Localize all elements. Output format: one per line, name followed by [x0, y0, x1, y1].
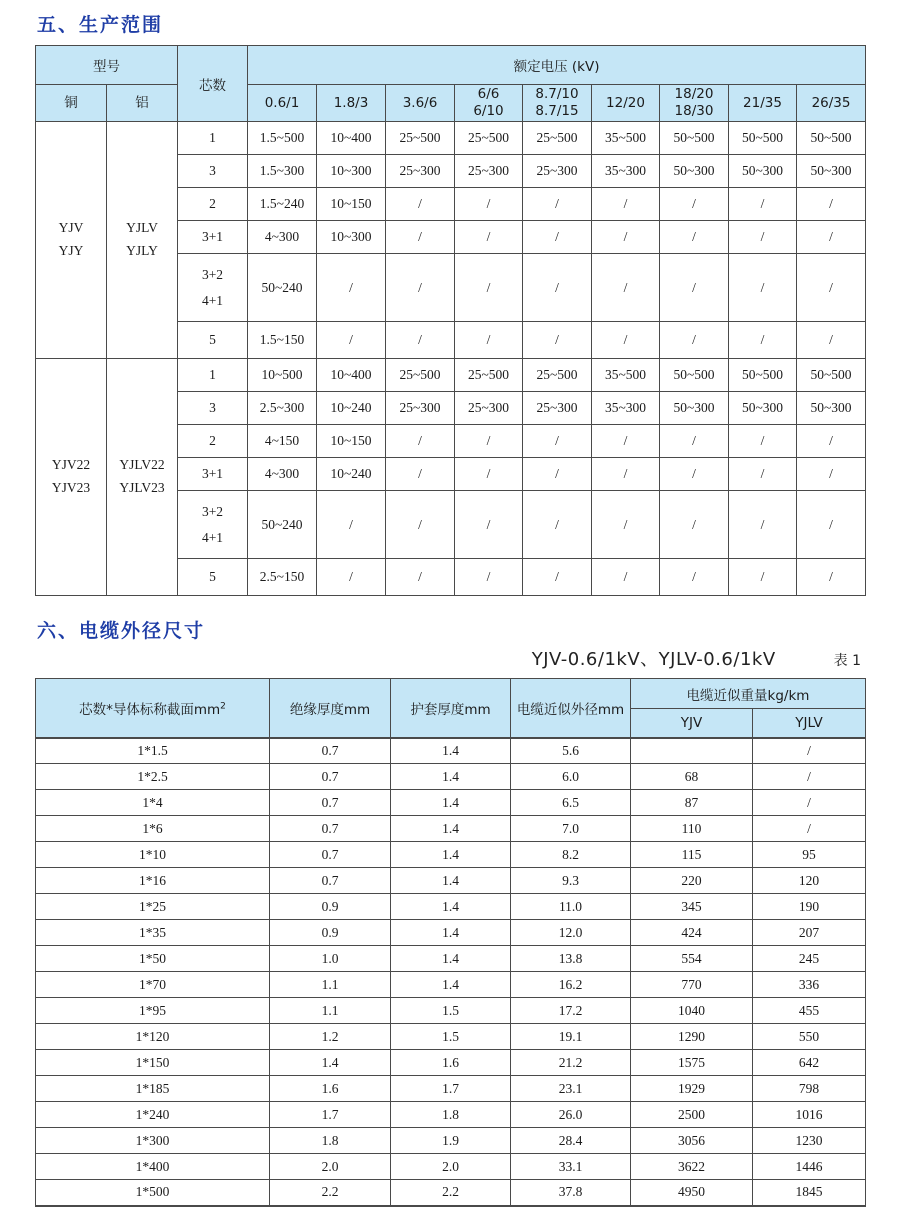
- range-cell: 50~500: [729, 122, 797, 155]
- range-cell: /: [455, 322, 523, 359]
- aluminum-model-cell: YJLV YJLY: [107, 122, 178, 359]
- range-cell: /: [729, 188, 797, 221]
- range-cell: /: [317, 559, 386, 596]
- range-cell: /: [797, 188, 866, 221]
- spec-cell: 12.0: [511, 920, 631, 946]
- range-cell: 4~300: [248, 458, 317, 491]
- spec-cell: 3622: [631, 1154, 753, 1180]
- table-row: [36, 738, 866, 764]
- spec-cell: 1.4: [270, 1050, 391, 1076]
- range-cell: 25~300: [523, 155, 592, 188]
- spec-cell: 1.1: [270, 972, 391, 998]
- yjlv-column-header: YJLV: [753, 709, 866, 738]
- range-cell: 10~500: [248, 359, 317, 392]
- spec-cell: 336: [753, 972, 866, 998]
- spec-cell: 190: [753, 894, 866, 920]
- range-cell: 25~500: [455, 122, 523, 155]
- approx-diameter-header: 电缆近似外径mm: [511, 679, 631, 738]
- range-cell: 35~300: [592, 155, 660, 188]
- size-cell: 1*16: [36, 868, 270, 894]
- range-cell: 10~240: [317, 458, 386, 491]
- spec-cell: 1290: [631, 1024, 753, 1050]
- range-cell: 2.5~150: [248, 559, 317, 596]
- range-cell: /: [660, 458, 729, 491]
- spec-cell: /: [753, 764, 866, 790]
- spec-cell: 455: [753, 998, 866, 1024]
- range-cell: 50~240: [248, 254, 317, 322]
- range-cell: /: [660, 254, 729, 322]
- range-cell: 25~500: [523, 122, 592, 155]
- table-row: [36, 122, 866, 155]
- model-header: 型号: [36, 46, 178, 85]
- range-cell: 10~150: [317, 425, 386, 458]
- spec-cell: 1.5: [391, 1024, 511, 1050]
- spec-cell: 16.2: [511, 972, 631, 998]
- range-cell: 10~400: [317, 359, 386, 392]
- size-cell: 1*6: [36, 816, 270, 842]
- size-cell: 1*120: [36, 1024, 270, 1050]
- range-cell: /: [386, 425, 455, 458]
- spec-cell: 554: [631, 946, 753, 972]
- range-cell: 35~300: [592, 392, 660, 425]
- cores-cell: 5: [178, 559, 248, 596]
- spec-cell: 1.6: [391, 1050, 511, 1076]
- spec-cell: 0.7: [270, 764, 391, 790]
- voltage-col-header: 8.7/10 8.7/15: [523, 85, 592, 122]
- table-row: [36, 1102, 866, 1128]
- range-cell: /: [797, 491, 866, 559]
- spec-cell: 1929: [631, 1076, 753, 1102]
- range-cell: 50~500: [660, 359, 729, 392]
- range-cell: 50~300: [797, 155, 866, 188]
- spec-cell: 7.0: [511, 816, 631, 842]
- range-cell: 50~300: [660, 392, 729, 425]
- range-cell: /: [592, 559, 660, 596]
- spec-cell: /: [753, 790, 866, 816]
- range-cell: /: [523, 458, 592, 491]
- range-cell: /: [455, 254, 523, 322]
- cores-cell: 3+1: [178, 458, 248, 491]
- table-row: [36, 1050, 866, 1076]
- spec-cell: 5.6: [511, 738, 631, 764]
- range-cell: /: [455, 458, 523, 491]
- range-cell: 10~300: [317, 155, 386, 188]
- table-row: [36, 972, 866, 998]
- range-cell: /: [317, 254, 386, 322]
- range-cell: 1.5~150: [248, 322, 317, 359]
- range-cell: 25~300: [455, 155, 523, 188]
- range-cell: /: [797, 322, 866, 359]
- spec-cell: 0.7: [270, 868, 391, 894]
- table-row: [36, 868, 866, 894]
- range-cell: /: [660, 322, 729, 359]
- size-cell: 1*240: [36, 1102, 270, 1128]
- range-cell: 50~500: [660, 122, 729, 155]
- size-cell: 1*95: [36, 998, 270, 1024]
- spec-cell: 11.0: [511, 894, 631, 920]
- spec-cell: 2.2: [270, 1180, 391, 1206]
- spec-cell: 550: [753, 1024, 866, 1050]
- spec-cell: 1.4: [391, 894, 511, 920]
- cores-cell: 1: [178, 122, 248, 155]
- spec-cell: 13.8: [511, 946, 631, 972]
- table-row: [36, 790, 866, 816]
- range-cell: 25~500: [455, 359, 523, 392]
- spec-cell: 1446: [753, 1154, 866, 1180]
- range-cell: /: [592, 491, 660, 559]
- spec-cell: 4950: [631, 1180, 753, 1206]
- table2-label: 表 1: [833, 653, 861, 669]
- table-row: [36, 359, 866, 392]
- table-row: [36, 816, 866, 842]
- range-cell: /: [386, 322, 455, 359]
- range-cell: /: [797, 559, 866, 596]
- range-cell: 10~240: [317, 392, 386, 425]
- voltage-col-header: 3.6/6: [386, 85, 455, 122]
- spec-cell: 220: [631, 868, 753, 894]
- range-cell: /: [729, 559, 797, 596]
- range-cell: /: [317, 491, 386, 559]
- spec-cell: 1.4: [391, 972, 511, 998]
- spec-cell: /: [753, 816, 866, 842]
- range-cell: 50~500: [797, 359, 866, 392]
- spec-cell: 8.2: [511, 842, 631, 868]
- spec-cell: 1.4: [391, 868, 511, 894]
- range-cell: /: [523, 188, 592, 221]
- spec-cell: 1.1: [270, 998, 391, 1024]
- range-cell: 50~300: [797, 392, 866, 425]
- spec-cell: 1.4: [391, 764, 511, 790]
- size-cell: 1*500: [36, 1180, 270, 1206]
- cores-cell: 3+2 4+1: [178, 254, 248, 322]
- cores-cell: 2: [178, 425, 248, 458]
- range-cell: /: [660, 559, 729, 596]
- size-cell: 1*1.5: [36, 738, 270, 764]
- table-row: [36, 1180, 866, 1206]
- spec-cell: 2.2: [391, 1180, 511, 1206]
- range-cell: 25~300: [386, 392, 455, 425]
- size-cell: 1*35: [36, 920, 270, 946]
- cores-cell: 2: [178, 188, 248, 221]
- spec-cell: 1.4: [391, 842, 511, 868]
- range-cell: 50~300: [729, 155, 797, 188]
- spec-cell: 23.1: [511, 1076, 631, 1102]
- range-cell: /: [523, 322, 592, 359]
- range-cell: /: [660, 491, 729, 559]
- range-cell: /: [729, 491, 797, 559]
- range-cell: /: [660, 188, 729, 221]
- table2-caption-row: [35, 645, 865, 671]
- cores-cell: 3+2 4+1: [178, 491, 248, 559]
- range-cell: 50~500: [729, 359, 797, 392]
- spec-cell: [631, 738, 753, 764]
- spec-cell: 0.7: [270, 842, 391, 868]
- cores-cell: 3+1: [178, 221, 248, 254]
- table-row: [36, 1024, 866, 1050]
- spec-cell: 1.4: [391, 790, 511, 816]
- spec-cell: 33.1: [511, 1154, 631, 1180]
- spec-cell: 1.8: [270, 1128, 391, 1154]
- spec-cell: 0.9: [270, 894, 391, 920]
- cores-cell: 5: [178, 322, 248, 359]
- size-cell: 1*300: [36, 1128, 270, 1154]
- spec-cell: 642: [753, 1050, 866, 1076]
- table-row: [36, 1076, 866, 1102]
- range-cell: /: [797, 458, 866, 491]
- production-range-table: [35, 45, 866, 596]
- spec-cell: 1.7: [270, 1102, 391, 1128]
- table-row: [36, 946, 866, 972]
- range-cell: 50~300: [729, 392, 797, 425]
- spec-cell: 68: [631, 764, 753, 790]
- spec-cell: 120: [753, 868, 866, 894]
- range-cell: /: [523, 254, 592, 322]
- aluminum-model-cell: YJLV22 YJLV23: [107, 359, 178, 596]
- spec-cell: 1575: [631, 1050, 753, 1076]
- range-cell: 2.5~300: [248, 392, 317, 425]
- sheath-thickness-header: 护套厚度mm: [391, 679, 511, 738]
- spec-cell: 6.0: [511, 764, 631, 790]
- range-cell: /: [455, 188, 523, 221]
- spec-cell: 1845: [753, 1180, 866, 1206]
- spec-cell: 21.2: [511, 1050, 631, 1076]
- spec-cell: 1016: [753, 1102, 866, 1128]
- spec-cell: 19.1: [511, 1024, 631, 1050]
- spec-cell: 1040: [631, 998, 753, 1024]
- range-cell: /: [729, 458, 797, 491]
- spec-cell: 87: [631, 790, 753, 816]
- spec-cell: 1.2: [270, 1024, 391, 1050]
- spec-cell: 0.7: [270, 816, 391, 842]
- range-cell: 10~300: [317, 221, 386, 254]
- table-row: [36, 1128, 866, 1154]
- cores-cell: 1: [178, 359, 248, 392]
- spec-cell: 1.5: [391, 998, 511, 1024]
- spec-cell: 95: [753, 842, 866, 868]
- range-cell: /: [660, 221, 729, 254]
- voltage-col-header: 0.6/1: [248, 85, 317, 122]
- range-cell: 25~300: [455, 392, 523, 425]
- spec-cell: 3056: [631, 1128, 753, 1154]
- range-cell: /: [523, 221, 592, 254]
- range-cell: /: [455, 221, 523, 254]
- range-cell: /: [592, 458, 660, 491]
- range-cell: /: [660, 425, 729, 458]
- aluminum-header: 铝: [107, 85, 178, 122]
- range-cell: 10~150: [317, 188, 386, 221]
- spec-cell: 1.4: [391, 920, 511, 946]
- range-cell: /: [455, 425, 523, 458]
- copper-header: 铜: [36, 85, 107, 122]
- spec-cell: 37.8: [511, 1180, 631, 1206]
- range-cell: /: [386, 559, 455, 596]
- cores-cell: 3: [178, 155, 248, 188]
- yjv-column-header: YJV: [631, 709, 753, 738]
- range-cell: /: [729, 254, 797, 322]
- range-cell: /: [455, 559, 523, 596]
- range-cell: /: [592, 425, 660, 458]
- range-cell: 35~500: [592, 122, 660, 155]
- voltage-col-header: 26/35: [797, 85, 866, 122]
- section1-title: 五、生产范围: [37, 14, 164, 36]
- voltage-col-header: 6/6 6/10: [455, 85, 523, 122]
- range-cell: 25~300: [523, 392, 592, 425]
- spec-cell: 1.6: [270, 1076, 391, 1102]
- table-row: [36, 842, 866, 868]
- range-cell: 25~500: [386, 122, 455, 155]
- range-cell: /: [797, 425, 866, 458]
- cores-header: 芯数: [178, 46, 248, 122]
- size-cell: 1*400: [36, 1154, 270, 1180]
- spec-cell: 770: [631, 972, 753, 998]
- size-cell: 1*10: [36, 842, 270, 868]
- spec-cell: 1.7: [391, 1076, 511, 1102]
- size-cell: 1*2.5: [36, 764, 270, 790]
- spec-cell: 28.4: [511, 1128, 631, 1154]
- voltage-col-header: 18/20 18/30: [660, 85, 729, 122]
- range-cell: 25~500: [386, 359, 455, 392]
- range-cell: /: [592, 254, 660, 322]
- spec-cell: 0.7: [270, 790, 391, 816]
- range-cell: 1.5~500: [248, 122, 317, 155]
- range-cell: 50~240: [248, 491, 317, 559]
- spec-cell: 0.7: [270, 738, 391, 764]
- cable-diameter-table: [35, 678, 866, 1207]
- cross-section-header: 芯数*导体标称截面$mm^2$: [36, 679, 270, 738]
- voltage-col-header: 12/20: [592, 85, 660, 122]
- table-row: [36, 920, 866, 946]
- spec-cell: 345: [631, 894, 753, 920]
- size-cell: 1*185: [36, 1076, 270, 1102]
- range-cell: 1.5~240: [248, 188, 317, 221]
- range-cell: /: [386, 491, 455, 559]
- range-cell: /: [386, 221, 455, 254]
- table-row: [36, 998, 866, 1024]
- range-cell: /: [523, 491, 592, 559]
- spec-cell: 6.5: [511, 790, 631, 816]
- spec-cell: 207: [753, 920, 866, 946]
- range-cell: 1.5~300: [248, 155, 317, 188]
- copper-model-cell: YJV YJY: [36, 122, 107, 359]
- spec-cell: 110: [631, 816, 753, 842]
- spec-cell: 1.0: [270, 946, 391, 972]
- spec-cell: 2500: [631, 1102, 753, 1128]
- table-row: [36, 894, 866, 920]
- size-cell: 1*4: [36, 790, 270, 816]
- range-cell: /: [797, 254, 866, 322]
- size-cell: 1*50: [36, 946, 270, 972]
- table-row: [36, 1154, 866, 1180]
- range-cell: /: [523, 559, 592, 596]
- size-cell: 1*150: [36, 1050, 270, 1076]
- range-cell: 50~500: [797, 122, 866, 155]
- range-cell: /: [592, 188, 660, 221]
- range-cell: /: [592, 221, 660, 254]
- rated-voltage-header: 额定电压 (kV): [248, 46, 866, 85]
- range-cell: 25~500: [523, 359, 592, 392]
- spec-cell: 424: [631, 920, 753, 946]
- spec-cell: 17.2: [511, 998, 631, 1024]
- spec-cell: 1.8: [391, 1102, 511, 1128]
- insulation-thickness-header: 绝缘厚度mm: [270, 679, 391, 738]
- spec-cell: 1.4: [391, 738, 511, 764]
- spec-cell: 26.0: [511, 1102, 631, 1128]
- spec-cell: 798: [753, 1076, 866, 1102]
- range-cell: 4~300: [248, 221, 317, 254]
- spec-cell: 115: [631, 842, 753, 868]
- table2-caption: YJV-0.6/1kV、YJLV-0.6/1kV: [531, 649, 776, 670]
- spec-cell: 1.4: [391, 946, 511, 972]
- table-row: [36, 764, 866, 790]
- range-cell: /: [386, 458, 455, 491]
- range-cell: /: [729, 221, 797, 254]
- range-cell: 25~300: [386, 155, 455, 188]
- spec-cell: 0.9: [270, 920, 391, 946]
- cores-cell: 3: [178, 392, 248, 425]
- size-cell: 1*70: [36, 972, 270, 998]
- range-cell: /: [455, 491, 523, 559]
- range-cell: /: [386, 254, 455, 322]
- range-cell: /: [729, 322, 797, 359]
- approx-weight-header: 电缆近似重量kg/km: [631, 679, 866, 709]
- range-cell: /: [729, 425, 797, 458]
- spec-cell: 2.0: [391, 1154, 511, 1180]
- range-cell: /: [386, 188, 455, 221]
- spec-cell: 245: [753, 946, 866, 972]
- spec-cell: 1.4: [391, 816, 511, 842]
- voltage-col-header: 1.8/3: [317, 85, 386, 122]
- range-cell: 50~300: [660, 155, 729, 188]
- spec-cell: 2.0: [270, 1154, 391, 1180]
- range-cell: /: [317, 322, 386, 359]
- section2-title: 六、电缆外径尺寸: [37, 620, 206, 642]
- spec-cell: 1230: [753, 1128, 866, 1154]
- range-cell: 4~150: [248, 425, 317, 458]
- size-cell: 1*25: [36, 894, 270, 920]
- copper-model-cell: YJV22 YJV23: [36, 359, 107, 596]
- range-cell: 35~500: [592, 359, 660, 392]
- spec-cell: 1.9: [391, 1128, 511, 1154]
- voltage-col-header: 21/35: [729, 85, 797, 122]
- spec-cell: 9.3: [511, 868, 631, 894]
- range-cell: /: [797, 221, 866, 254]
- spec-cell: /: [753, 738, 866, 764]
- range-cell: /: [523, 425, 592, 458]
- range-cell: /: [592, 322, 660, 359]
- range-cell: 10~400: [317, 122, 386, 155]
